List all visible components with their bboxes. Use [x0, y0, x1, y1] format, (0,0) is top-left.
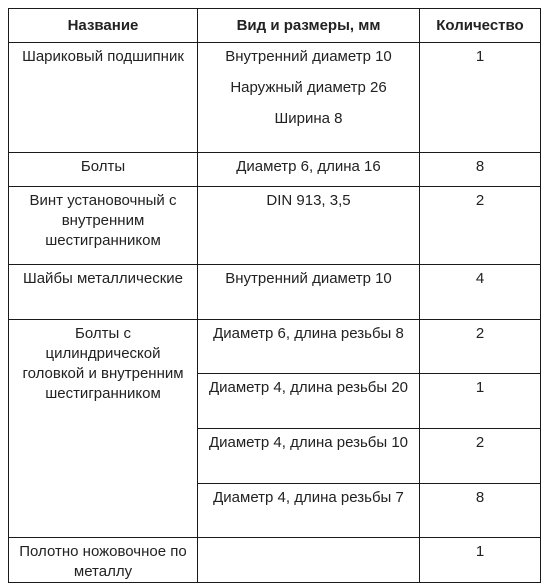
spec-line: Внутренний диаметр 10 — [225, 48, 392, 65]
qty-cell — [420, 538, 541, 583]
spec-text: Диаметр 6, длина 16 — [236, 158, 381, 175]
table-row — [9, 320, 541, 374]
qty-cell — [420, 265, 541, 320]
name-cell — [9, 43, 198, 153]
qty-cell — [420, 153, 541, 187]
table-row — [9, 43, 541, 153]
name-text: Шайбы металлические — [22, 270, 184, 287]
qty-cell — [420, 320, 541, 374]
spec-cell — [198, 484, 420, 538]
qty-cell — [420, 484, 541, 538]
spec-line: Наружный диаметр 26 — [230, 79, 387, 96]
qty-cell — [420, 429, 541, 484]
spec-text: Диаметр 6, длина резьбы 8 — [213, 325, 404, 342]
spec-line: Ширина 8 — [274, 110, 343, 127]
spec-cell — [198, 265, 420, 320]
spec-cell — [198, 187, 420, 265]
qty-text: 1 — [475, 379, 485, 396]
qty-cell — [420, 374, 541, 429]
qty-text: 2 — [475, 192, 485, 209]
name-cell — [9, 265, 198, 320]
spec-text: Диаметр 4, длина резьбы 20 — [208, 379, 409, 396]
spec-text: Внутренний диаметр 10 — [225, 270, 392, 287]
qty-cell — [420, 187, 541, 265]
spec-lines — [198, 43, 419, 129]
name-text: Болты с цилиндрической головкой и внутренним шестигранником — [22, 325, 184, 402]
qty-text: 1 — [475, 543, 485, 560]
name-text: Болты — [80, 158, 126, 175]
name-cell — [9, 320, 198, 538]
spec-cell — [198, 538, 420, 583]
spec-text — [198, 538, 419, 542]
qty-text: 1 — [475, 48, 485, 65]
table-row — [9, 265, 541, 320]
spec-cell — [198, 153, 420, 187]
name-text: Полотно ножовочное по металлу — [19, 543, 187, 580]
table-row — [9, 538, 541, 583]
spec-cell — [198, 43, 420, 153]
spec-text: Диаметр 4, длина резьбы 10 — [208, 434, 409, 451]
name-cell — [9, 538, 198, 583]
table-row — [9, 153, 541, 187]
header-qty: Количество — [420, 9, 541, 43]
parts-table — [8, 8, 541, 583]
qty-text: 2 — [475, 434, 485, 451]
spec-cell — [198, 374, 420, 429]
qty-text: 8 — [475, 158, 485, 175]
header-row — [9, 9, 541, 43]
name-cell — [9, 187, 198, 265]
qty-text: 4 — [475, 270, 485, 287]
name-text: Винт установочный с внутренним шестигранником — [29, 192, 177, 249]
spec-cell — [198, 320, 420, 374]
spec-text: DIN 913, 3,5 — [266, 192, 351, 209]
spec-cell — [198, 429, 420, 484]
spec-text: Диаметр 4, длина резьбы 7 — [213, 489, 404, 506]
qty-text: 8 — [475, 489, 485, 506]
qty-text: 2 — [475, 325, 485, 342]
qty-cell — [420, 43, 541, 153]
name-cell — [9, 153, 198, 187]
name-text: Шариковый подшипник — [22, 48, 184, 65]
header-name: Название — [9, 9, 198, 43]
table-row — [9, 187, 541, 265]
header-spec: Вид и размеры, мм — [198, 9, 420, 43]
